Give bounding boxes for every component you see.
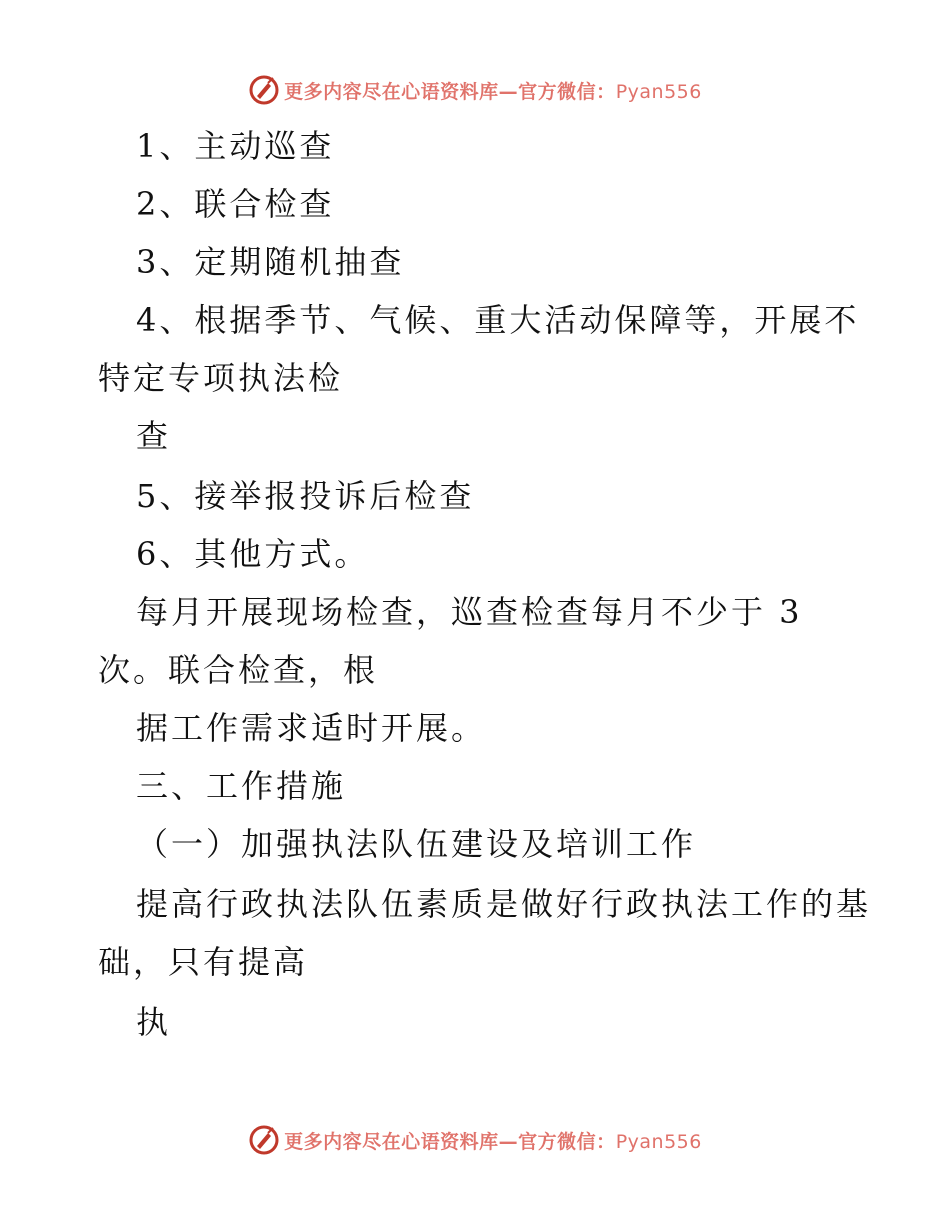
brand-logo-icon [248, 1124, 280, 1156]
text-line: 6、其他方式。 [136, 535, 370, 573]
subsection-heading: （一）加强执法队伍建设及培训工作 [136, 825, 697, 863]
text-line: 础，只有提高 [98, 943, 309, 981]
footer-banner-separator: — [498, 1130, 519, 1153]
section-heading: 三、工作措施 [136, 767, 347, 805]
text-line: 查 [136, 417, 172, 455]
text-line: 提高行政执法队伍素质是做好行政执法工作的基 [136, 885, 872, 923]
text-line: 3、定期随机抽查 [136, 243, 405, 281]
header-banner-official: 官方微信： [518, 80, 616, 103]
footer-banner-account: Pyan556 [615, 1130, 702, 1153]
footer-banner-text [284, 1127, 702, 1154]
header-banner-separator: — [498, 80, 519, 103]
text-line: 据工作需求适时开展。 [136, 709, 487, 747]
text-line: 次。联合检查，根 [98, 651, 379, 689]
footer-banner-official: 官方微信： [518, 1130, 616, 1153]
text-line: 5、接举报投诉后检查 [136, 477, 475, 515]
text-line: 2、联合检查 [136, 185, 335, 223]
text-line: 4、根据季节、气候、重大活动保障等，开展不 [136, 301, 860, 339]
footer-banner-main: 更多内容尽在心语资料库 [284, 1130, 499, 1153]
text-line: 1、主动巡查 [136, 127, 335, 165]
text-line: 每月开展现场检查，巡查检查每月不少于 3 [136, 593, 803, 631]
text-line: 特定专项执法检 [98, 359, 344, 397]
header-banner-main: 更多内容尽在心语资料库 [284, 80, 499, 103]
footer-banner [0, 1120, 950, 1160]
header-banner-account: Pyan556 [615, 80, 702, 103]
text-line: 执 [136, 1003, 172, 1041]
